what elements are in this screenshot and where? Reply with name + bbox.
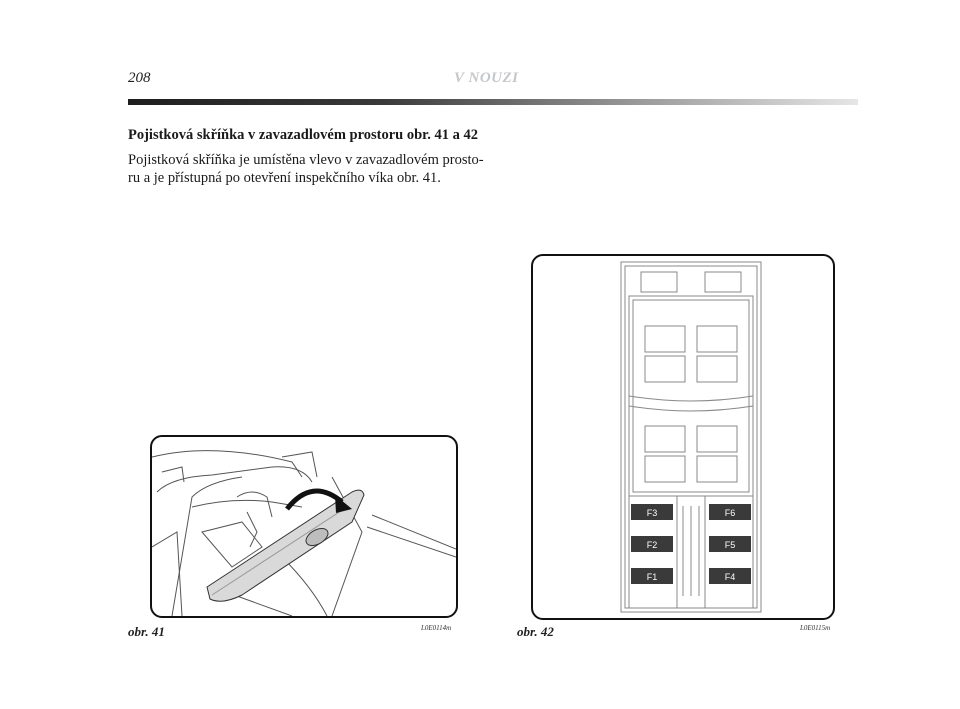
fuse-f6-label: F6: [724, 508, 736, 518]
fuse-f3-label: F3: [646, 508, 658, 518]
fuse-f2-label: F2: [646, 540, 658, 550]
fuse-box-diagram: [533, 256, 833, 618]
running-head: V NOUZI: [454, 70, 519, 86]
figure-fuse-box: [531, 254, 835, 620]
figure-41-code: L0E0114m: [421, 624, 452, 632]
fuse-f4-label: F4: [724, 572, 736, 582]
figure-trunk-lid: [150, 435, 458, 618]
trunk-lid-illustration: [152, 437, 456, 616]
body-paragraph: [128, 151, 488, 187]
figure-42-code: L0E0115m: [800, 624, 831, 632]
header-rule: [128, 99, 858, 105]
section-title: Pojistková skříňka v zavazadlovém prostoru obr. 41 a 42: [128, 127, 479, 143]
fuse-f1-label: F1: [646, 572, 658, 582]
figure-41-caption: obr. 41: [128, 624, 165, 639]
fuse-f5-label: F5: [724, 540, 736, 550]
body-line-2: ru a je přístupná po otevření inspekčního víka obr. 41.: [128, 170, 441, 186]
page-number: 208: [128, 70, 151, 86]
body-line-1: Pojistková skříňka je umístěna vlevo v zavazadlovém prosto-: [128, 152, 484, 168]
figure-42-caption: obr. 42: [517, 624, 554, 639]
